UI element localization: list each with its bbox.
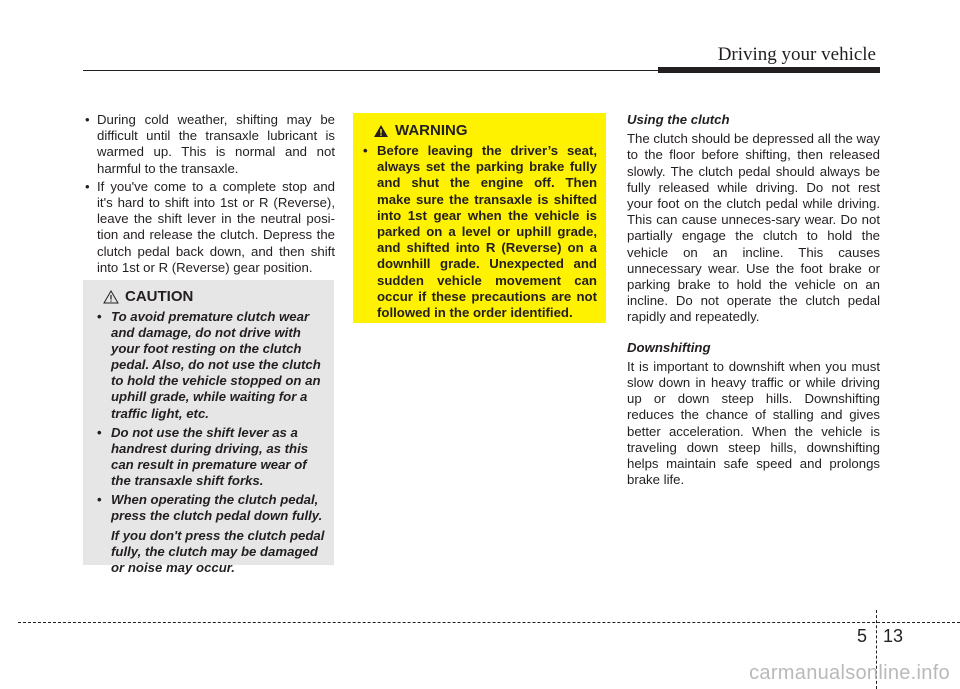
caution-title: CAUTION [125,288,194,305]
caution-triangle-icon [103,290,119,304]
list-item: • To avoid premature clutch wear and damage, do not drive with your foot resting on the clutch pedal. Also, do not use the clutch to hold the vehicle stopped on an uphill grade, while waiting for a traffic light, etc. [95,309,325,422]
page-number: 13 [883,626,904,646]
list-item: • If you've come to a complete stop and it's hard to shift into 1st or R (Reverse), leave the shift lever in the neutral posi-tion and release the clutch. Depress the clutch pedal back down, and then shift into 1st or R (Reverse) gear position. [83,179,335,276]
section-body-using-clutch: The clutch should be depressed all the way to the floor before shifting, then released slowly. The clutch pedal should always be fully released while driving. Do not rest your foot on the clutch pedal while driving. This can cause unneces-sary wear. Do not partially engage the clutch to hold the vehicle on an incline. This causes unnecessary wear. Use the foot brake or parking brake to hold the vehicle on an incline. Do not operate the clutch pedal rapidly and repeatedly. [627,131,880,325]
right-column [627,112,880,502]
section-title-downshifting: Downshifting [627,339,711,355]
page-header-title: Driving your vehicle [717,44,876,65]
chapter-number: 5 [857,626,868,646]
caution-header [103,288,325,305]
left-column [83,112,335,278]
header-rule-accent [658,67,880,73]
caution-box [83,280,334,576]
warning-title: WARNING [395,122,468,139]
watermark: carmanualsonline.info [749,662,950,684]
section-title-using-clutch: Using the clutch [627,112,730,127]
caution-item-text: When operating the clutch pedal, press the clutch pedal down fully. [111,492,323,524]
list-item: • Before leaving the driver’s seat, always set the parking brake fully and shut the engine off. Then make sure the transaxle is shifted into 1st gear when the vehicle is parked on a level or uphill grade, and shifted into R (Reverse) on a downhill grade. Unexpected and sudden vehicle movement can occur if these precautions are not followed in the order identified. [363,143,597,321]
caution-list [95,309,325,577]
caution-item-followup: If you don't press the clutch pedal fully, the clutch may be damaged or noise may occur. [111,528,325,576]
bullet-list [83,112,335,276]
list-item: • Do not use the shift lever as a handrest during driving, as this can result in premature wear of the transaxle shift forks. [95,425,325,489]
section-body-downshifting: It is important to downshift when you must slow down in heavy traffic or while driving up or down steep hills. Downshifting reduces the chance of stalling and gives better acceleration. When the vehicle is traveling down steep hills, downshifting helps maintain safe speed and prolongs brake life. [627,358,880,488]
warning-list [363,143,597,321]
footer-rule [18,622,960,623]
warning-header [373,122,597,139]
warning-triangle-icon [373,124,389,138]
warning-box [353,113,606,323]
list-item: • During cold weather, shifting may be difficult until the transaxle lubricant is warmed up. This is normal and not harmful to the transaxle. [83,112,335,177]
list-item [95,492,325,576]
